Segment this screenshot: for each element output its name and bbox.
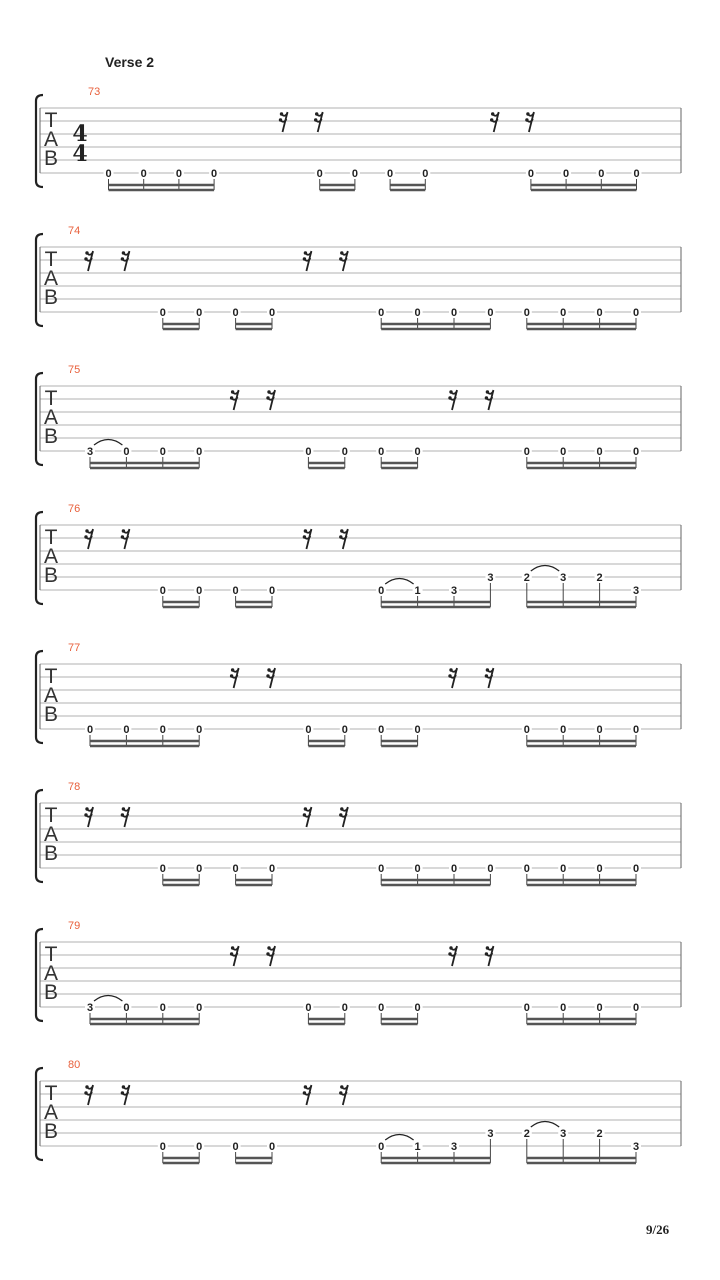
fret-number: 0	[341, 1002, 348, 1014]
fret-number: 0	[123, 1002, 130, 1014]
rest-dot	[314, 118, 317, 121]
rest-dot	[122, 1085, 125, 1088]
fret-number: 0	[305, 1002, 312, 1014]
fret-number: 0	[196, 863, 203, 875]
rest-dot	[448, 952, 451, 955]
rest-dot	[121, 1091, 124, 1094]
fret-number: 0	[305, 446, 312, 458]
rest-dot	[279, 118, 282, 121]
fret-number: 0	[414, 1002, 421, 1014]
fret-number: 0	[123, 724, 130, 736]
fret-number: 2	[523, 572, 530, 584]
sixteenth-rest	[303, 807, 312, 827]
fret-number: 0	[175, 168, 182, 180]
rest-dot	[303, 257, 306, 260]
fret-number: 0	[341, 446, 348, 458]
tab-system	[36, 364, 681, 468]
fret-number: 0	[560, 446, 567, 458]
fret-number: 0	[86, 724, 94, 736]
fret-number: 3	[632, 1141, 640, 1153]
tab-clef-t: T	[44, 1082, 58, 1105]
fret-number: 2	[596, 1128, 603, 1140]
fret-number: 0	[211, 168, 218, 180]
sixteenth-rest	[303, 1085, 312, 1105]
fret-number: 0	[341, 724, 348, 736]
rest-dot	[485, 674, 488, 677]
tie-slur	[385, 579, 413, 585]
fret-number: 0	[596, 307, 603, 319]
fret-number: 0	[232, 585, 239, 597]
tab-clef-b: B	[43, 703, 59, 726]
fret-number: 0	[598, 168, 605, 180]
fret-number: 0	[422, 168, 429, 180]
fret-number: 0	[351, 168, 358, 180]
rest-dot	[121, 257, 124, 260]
tie-slur	[94, 996, 122, 1002]
tie-slur	[531, 1122, 559, 1128]
fret-number: 0	[487, 307, 494, 319]
rest-dot	[121, 813, 124, 816]
sixteenth-rest	[485, 390, 494, 410]
fret-number: 0	[268, 585, 276, 597]
fret-number: 0	[450, 863, 458, 875]
rest-dot	[340, 251, 343, 254]
fret-number: 3	[86, 446, 94, 458]
fret-number: 0	[232, 1141, 239, 1153]
fret-number: 0	[596, 724, 603, 736]
fret-number: 3	[487, 572, 494, 584]
tab-clef-b: B	[43, 981, 59, 1004]
fret-number: 1	[414, 585, 421, 597]
rest-dot	[122, 251, 125, 254]
rest-dot	[340, 807, 343, 810]
tab-clef-b: B	[43, 147, 59, 170]
fret-number: 0	[560, 307, 567, 319]
sixteenth-rest	[314, 112, 323, 132]
rest-dot	[449, 390, 452, 393]
fret-number: 0	[268, 1141, 276, 1153]
rest-dot	[122, 529, 125, 532]
fret-number: 0	[527, 168, 534, 180]
rest-dot	[303, 535, 306, 538]
fret-number: 3	[560, 572, 567, 584]
tab-system	[36, 225, 681, 329]
fret-number: 0	[232, 863, 239, 875]
sixteenth-rest	[303, 529, 312, 549]
rest-dot	[525, 118, 528, 121]
rest-dot	[230, 952, 233, 955]
tie-slur	[385, 1135, 413, 1141]
fret-number: 3	[86, 1002, 94, 1014]
fret-number: 0	[560, 863, 567, 875]
fret-number: 0	[523, 307, 530, 319]
section-label: Verse 2	[105, 54, 155, 70]
sixteenth-rest	[121, 251, 130, 271]
rest-dot	[267, 390, 270, 393]
rest-dot	[85, 251, 88, 254]
tab-system	[36, 781, 681, 885]
rest-dot	[231, 668, 234, 671]
fret-number: 0	[378, 585, 385, 597]
rest-dot	[85, 529, 88, 532]
tie-slur	[94, 440, 122, 446]
fret-number: 0	[414, 863, 421, 875]
tab-clef-a: A	[43, 267, 59, 290]
fret-number: 0	[378, 307, 385, 319]
tab-clef-a: A	[43, 823, 59, 846]
measure-number: 76	[68, 503, 81, 515]
rest-dot	[230, 674, 233, 677]
fret-number: 0	[596, 446, 603, 458]
fret-number: 0	[487, 863, 494, 875]
tab-clef-b: B	[43, 1120, 59, 1143]
rest-dot	[486, 946, 489, 949]
rest-dot	[485, 952, 488, 955]
tab-clef-a: A	[43, 406, 59, 429]
tab-clef-a: A	[43, 684, 59, 707]
rest-dot	[339, 535, 342, 538]
sixteenth-rest	[339, 1085, 348, 1105]
rest-dot	[304, 529, 307, 532]
fret-number: 0	[159, 585, 166, 597]
rest-dot	[340, 1085, 343, 1088]
tab-clef-a: A	[43, 545, 59, 568]
tab-system	[36, 920, 681, 1024]
measure-number: 80	[68, 1059, 81, 1071]
tab-clef-b: B	[43, 425, 59, 448]
rest-dot	[84, 535, 87, 538]
rest-dot	[84, 1091, 87, 1094]
sixteenth-rest	[84, 1085, 93, 1105]
fret-number: 3	[560, 1128, 567, 1140]
sixteenth-rest	[266, 946, 275, 966]
sixteenth-rest	[339, 251, 348, 271]
sixteenth-rest	[303, 251, 312, 271]
tab-clef-t: T	[44, 109, 58, 132]
fret-number: 0	[378, 863, 385, 875]
tab-clef-t: T	[44, 804, 58, 827]
fret-number: 1	[414, 1141, 421, 1153]
fret-number: 0	[305, 724, 312, 736]
rest-dot	[231, 390, 234, 393]
rest-dot	[304, 1085, 307, 1088]
fret-number: 0	[378, 446, 385, 458]
fret-number: 0	[140, 168, 147, 180]
fret-number: 0	[159, 863, 166, 875]
fret-number: 0	[123, 446, 130, 458]
sixteenth-rest	[485, 668, 494, 688]
sixteenth-rest	[490, 112, 499, 132]
fret-number: 0	[632, 1002, 640, 1014]
fret-number: 0	[196, 585, 203, 597]
rest-dot	[231, 946, 234, 949]
tab-clef-a: A	[43, 962, 59, 985]
fret-number: 0	[450, 307, 458, 319]
tab-system	[36, 503, 681, 607]
fret-number: 0	[414, 446, 421, 458]
rest-dot	[449, 946, 452, 949]
fret-number: 3	[450, 1141, 458, 1153]
tab-system	[36, 642, 681, 746]
fret-number: 0	[159, 1141, 166, 1153]
tab-clef-t: T	[44, 526, 58, 549]
sixteenth-rest	[279, 112, 288, 132]
fret-number: 0	[414, 724, 421, 736]
fret-number: 2	[523, 1128, 530, 1140]
fret-number: 0	[596, 1002, 603, 1014]
fret-number: 0	[159, 1002, 166, 1014]
measure-number: 78	[68, 781, 81, 793]
sixteenth-rest	[84, 251, 93, 271]
measure-number: 73	[88, 86, 101, 98]
rest-dot	[84, 813, 87, 816]
fret-number: 0	[316, 168, 323, 180]
rest-dot	[339, 257, 342, 260]
rest-dot	[486, 668, 489, 671]
fret-number: 0	[632, 307, 640, 319]
fret-number: 0	[196, 724, 203, 736]
page-number: 9/26	[646, 1222, 670, 1237]
tab-clef-b: B	[43, 286, 59, 309]
fret-number: 2	[596, 572, 603, 584]
fret-number: 0	[105, 168, 112, 180]
sixteenth-rest	[121, 529, 130, 549]
rest-dot	[303, 813, 306, 816]
tab-clef-t: T	[44, 387, 58, 410]
rest-dot	[490, 118, 493, 121]
sixteenth-rest	[121, 1085, 130, 1105]
fret-number: 0	[633, 168, 640, 180]
rest-dot	[122, 807, 125, 810]
sixteenth-rest	[84, 529, 93, 549]
fret-number: 0	[378, 724, 385, 736]
fret-number: 0	[196, 307, 203, 319]
rest-dot	[121, 535, 124, 538]
fret-number: 0	[196, 1002, 203, 1014]
tab-clef-a: A	[43, 1101, 59, 1124]
tie-slur	[531, 566, 559, 572]
fret-number: 0	[196, 1141, 203, 1153]
sixteenth-rest	[121, 807, 130, 827]
tab-clef-a: A	[43, 128, 59, 151]
fret-number: 0	[523, 863, 530, 875]
rest-dot	[266, 952, 269, 955]
rest-dot	[230, 396, 233, 399]
fret-number: 0	[414, 307, 421, 319]
sixteenth-rest	[525, 112, 534, 132]
sixteenth-rest	[230, 946, 239, 966]
rest-dot	[303, 1091, 306, 1094]
fret-number: 0	[632, 863, 640, 875]
fret-number: 3	[450, 585, 458, 597]
tab-clef-t: T	[44, 248, 58, 271]
rest-dot	[304, 807, 307, 810]
fret-number: 0	[159, 724, 166, 736]
sixteenth-rest	[339, 807, 348, 827]
fret-number: 0	[560, 1002, 567, 1014]
fret-number: 3	[632, 585, 640, 597]
rest-dot	[526, 112, 529, 115]
fret-number: 0	[268, 307, 276, 319]
sixteenth-rest	[266, 390, 275, 410]
tab-clef-t: T	[44, 665, 58, 688]
fret-number: 0	[560, 724, 567, 736]
sixteenth-rest	[485, 946, 494, 966]
fret-number: 0	[268, 863, 276, 875]
sixteenth-rest	[230, 668, 239, 688]
fret-number: 0	[196, 446, 203, 458]
rest-dot	[485, 396, 488, 399]
fret-number: 0	[632, 446, 640, 458]
fret-number: 0	[378, 1002, 385, 1014]
fret-number: 0	[523, 446, 530, 458]
rest-dot	[448, 396, 451, 399]
rest-dot	[448, 674, 451, 677]
measure-number: 77	[68, 642, 81, 654]
fret-number: 0	[378, 1141, 385, 1153]
sixteenth-rest	[448, 668, 457, 688]
fret-number: 0	[523, 1002, 530, 1014]
rest-dot	[267, 668, 270, 671]
sixteenth-rest	[84, 807, 93, 827]
fret-number: 0	[159, 307, 166, 319]
tab-clef-t: T	[44, 943, 58, 966]
fret-number: 0	[632, 724, 640, 736]
fret-number: 3	[487, 1128, 494, 1140]
rest-dot	[85, 1085, 88, 1088]
rest-dot	[449, 668, 452, 671]
rest-dot	[315, 112, 318, 115]
measure-number: 79	[68, 920, 81, 932]
tab-system	[36, 1059, 681, 1163]
rest-dot	[486, 390, 489, 393]
fret-number: 0	[523, 724, 530, 736]
fret-number: 0	[387, 168, 394, 180]
sixteenth-rest	[339, 529, 348, 549]
rest-dot	[339, 813, 342, 816]
sixteenth-rest	[230, 390, 239, 410]
rest-dot	[84, 257, 87, 260]
rest-dot	[266, 674, 269, 677]
fret-number: 0	[563, 168, 570, 180]
rest-dot	[340, 529, 343, 532]
rest-dot	[85, 807, 88, 810]
rest-dot	[491, 112, 494, 115]
time-signature-denominator: 4	[72, 141, 88, 167]
sixteenth-rest	[266, 668, 275, 688]
tab-system	[36, 86, 681, 190]
fret-number: 0	[159, 446, 166, 458]
time-signature-numerator: 4	[72, 121, 88, 147]
rest-dot	[304, 251, 307, 254]
sixteenth-rest	[448, 946, 457, 966]
tab-clef-b: B	[43, 842, 59, 865]
measure-number: 74	[68, 225, 81, 237]
rest-dot	[266, 396, 269, 399]
fret-number: 0	[232, 307, 239, 319]
measure-number: 75	[68, 364, 81, 376]
rest-dot	[267, 946, 270, 949]
rest-dot	[339, 1091, 342, 1094]
rest-dot	[280, 112, 283, 115]
sixteenth-rest	[448, 390, 457, 410]
tab-clef-b: B	[43, 564, 59, 587]
fret-number: 0	[596, 863, 603, 875]
